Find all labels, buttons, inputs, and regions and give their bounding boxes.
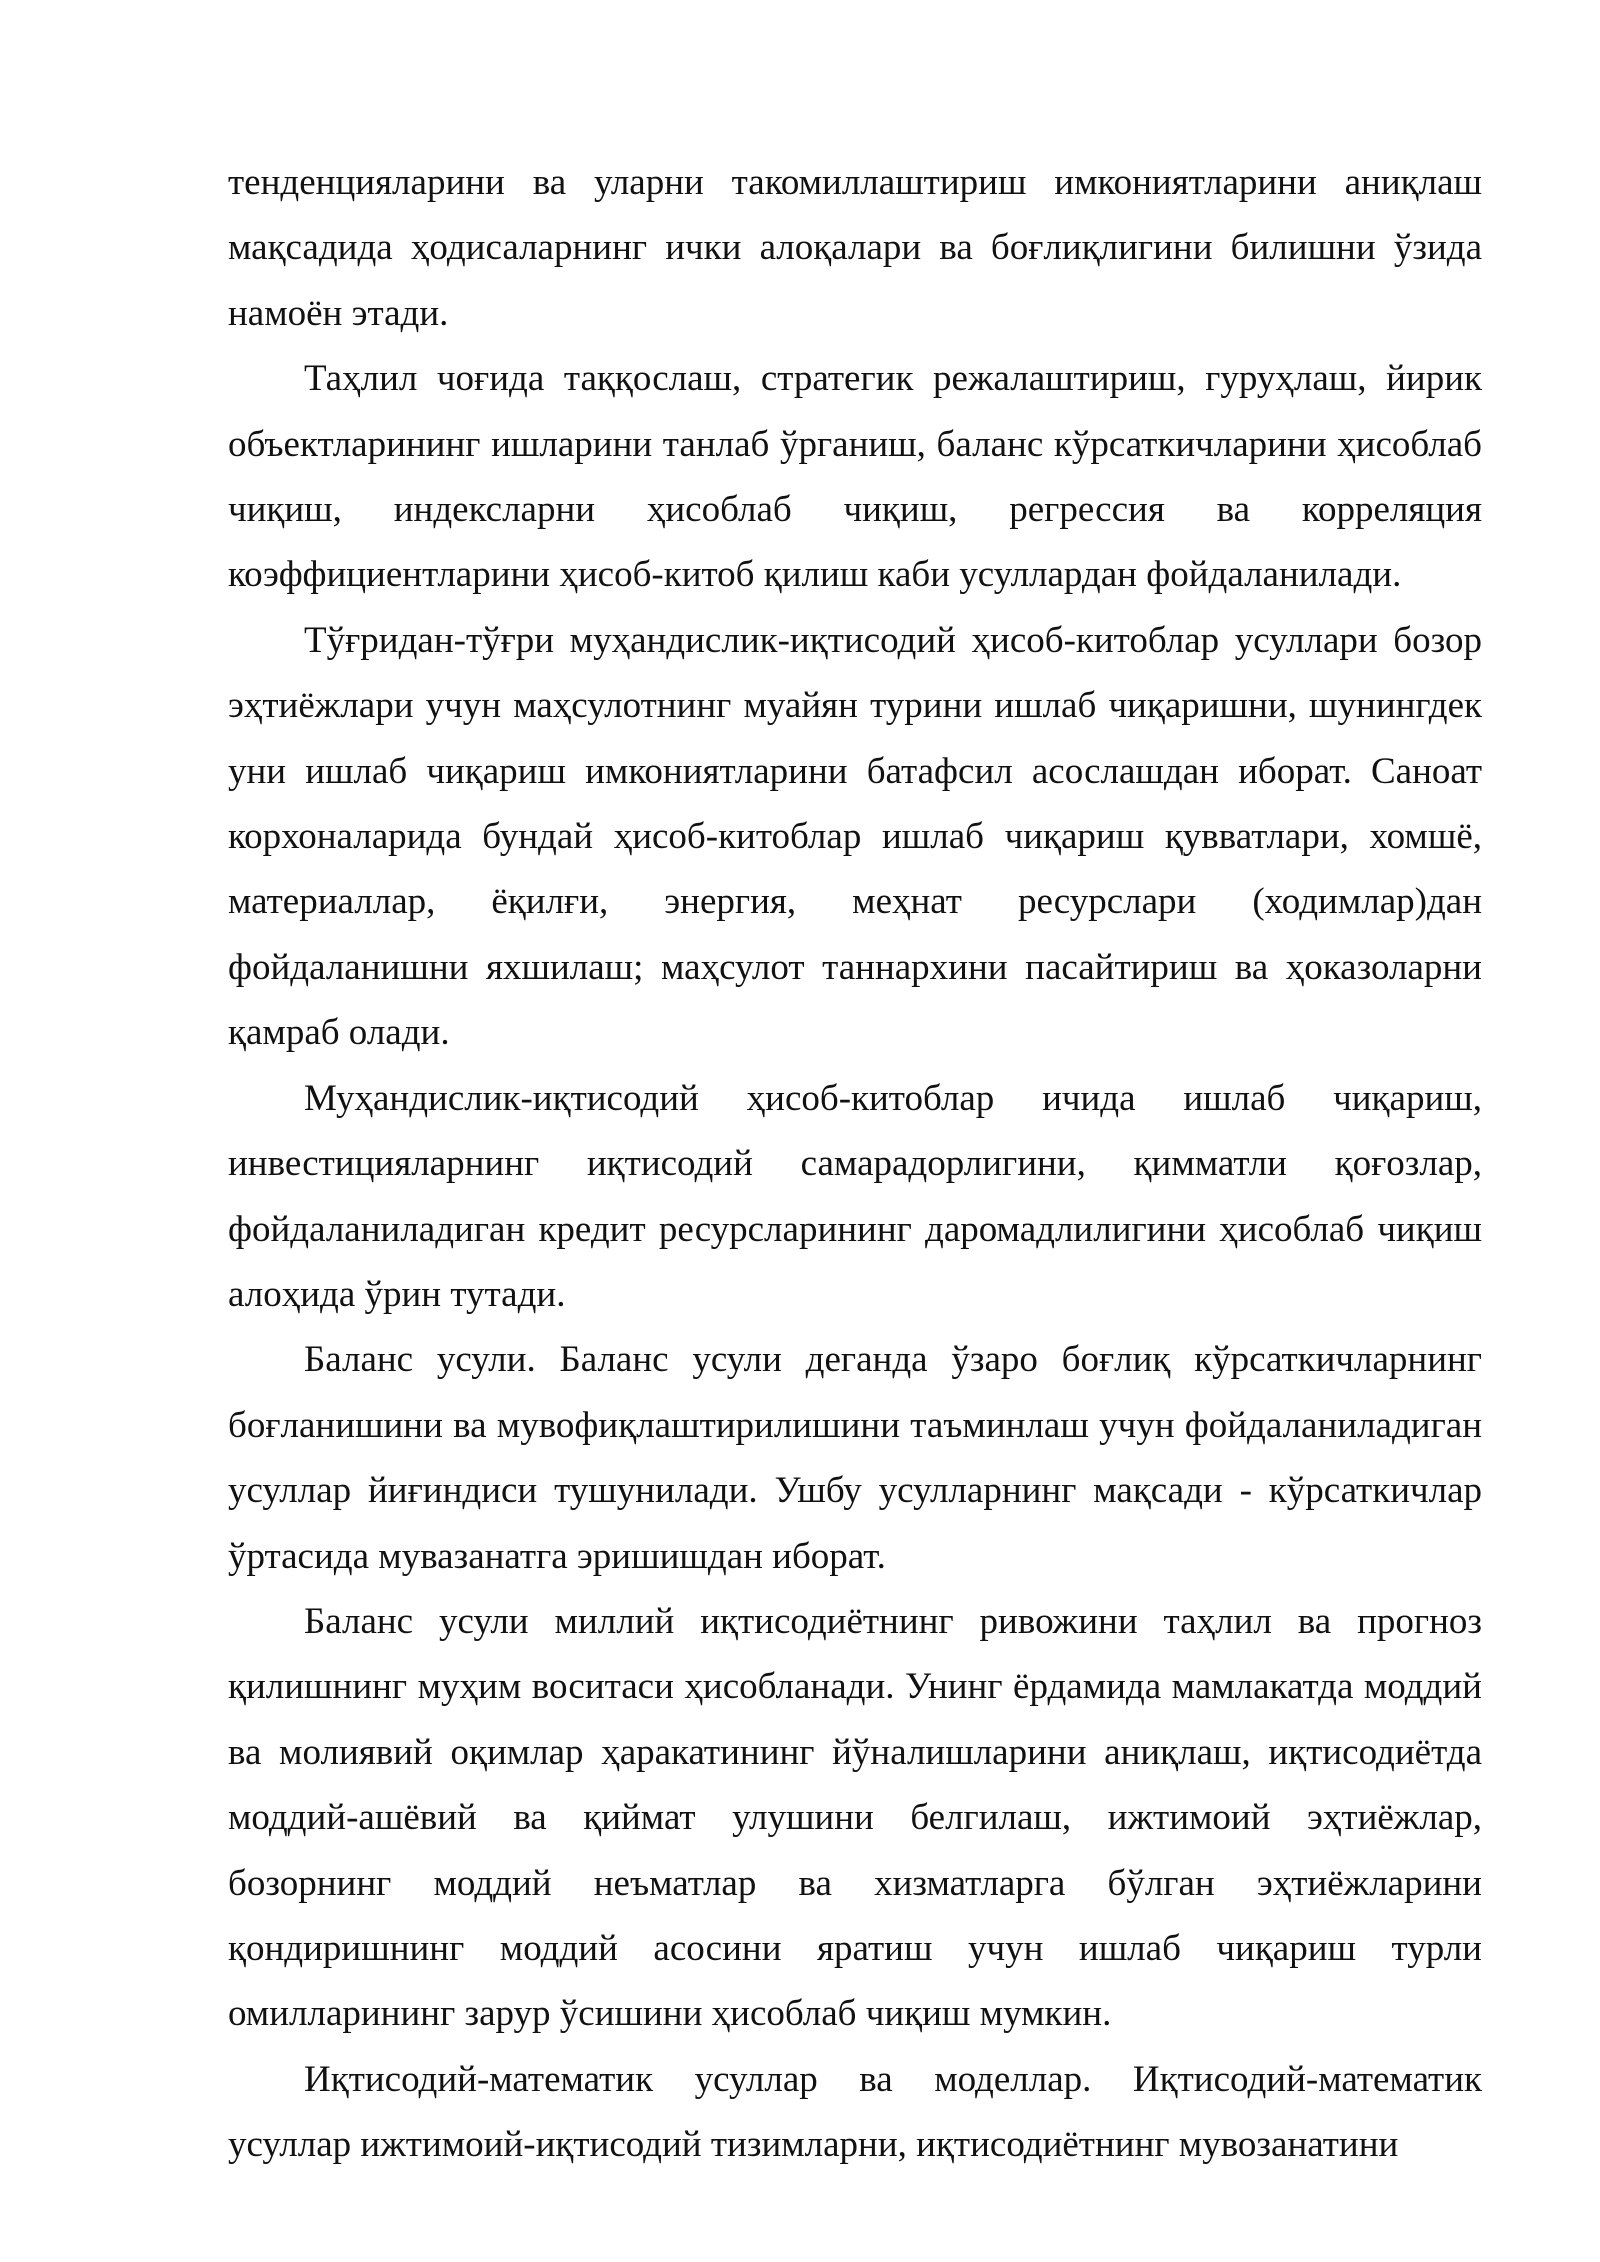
- paragraph-7: Иқтисодий-математик усуллар ва моделлар. Иқтисодий-математик усуллар ижтимоий-иқтисодий тизимларни, иқтисодиётнинг мувозанатини: [228, 2058, 1482, 2166]
- paragraph-4: Муҳандислик-иқтисодий ҳисоб-китоблар ичида ишлаб чиқариш, инвестицияларнинг иқтисодий самарадорлигини, қимматли қоғозлар, фойдаланиладиган кредит ресурсларининг даромадлилигини ҳисоблаб чиқиш алоҳида ўрин тутади.: [228, 1077, 1482, 1315]
- document-page: [228, 150, 1482, 2178]
- paragraph-3: Тўғридан-тўғри муҳандислик-иқтисодий ҳисоб-китоблар усуллари бозор эҳтиёжлари учун маҳсулотнинг муайян турини ишлаб чиқаришни, шунингдек уни ишлаб чиқариш имкониятларини батафсил асослашдан иборат. Саноат корхоналарида бундай ҳисоб-китоблар ишлаб чиқариш қувватлари, хомшё, материаллар, ёқилғи, энергия, меҳнат ресурслари (ходимлар)дан фойдаланишни яхшилаш; маҳсулот таннархини пасайтириш ва ҳоказоларни қамраб олади.: [228, 619, 1482, 1054]
- paragraph-2: Таҳлил чоғида таққослаш, стратегик режалаштириш, гуруҳлаш, йирик объектларининг ишларини танлаб ўрганиш, баланс кўрсаткичларини ҳисоблаб чиқиш, индексларни ҳисоблаб чиқиш, регрессия ва корреляция коэффициентларини ҳисоб-китоб қилиш каби усуллардан фойдаланилади.: [228, 358, 1482, 596]
- paragraph-1: тенденцияларини ва уларни такомиллаштириш имкониятларини аниқлаш мақсадида ҳодисаларнинг ички алоқалари ва боғлиқлигини билишни ўзида намоён этади.: [228, 162, 1482, 334]
- paragraph-5: Баланс усули. Баланс усули деганда ўзаро боғлиқ кўрсаткичларнинг боғланишини ва мувофиқлаштирилишини таъминлаш учун фойдаланиладиган усуллар йиғиндиси тушунилади. Ушбу усулларнинг мақсади - кўрсаткичлар ўртасида мувазанатга эришишдан иборат.: [228, 1339, 1482, 1577]
- paragraph-6: Баланс усули миллий иқтисодиётнинг ривожини таҳлил ва прогноз қилишнинг муҳим воситаси ҳисобланади. Унинг ёрдамида мамлакатда моддий ва молиявий оқимлар ҳаракатининг йўналишларини аниқлаш, иқтисодиётда моддий-ашёвий ва қиймат улушини белгилаш, ижтимоий эҳтиёжлар, бозорнинг моддий неъматлар ва хизматларга бўлган эҳтиёжларини қондиришнинг моддий асосини яратиш учун ишлаб чиқариш турли омилларининг зарур ўсишини ҳисоблаб чиқиш мумкин.: [228, 1600, 1482, 2035]
